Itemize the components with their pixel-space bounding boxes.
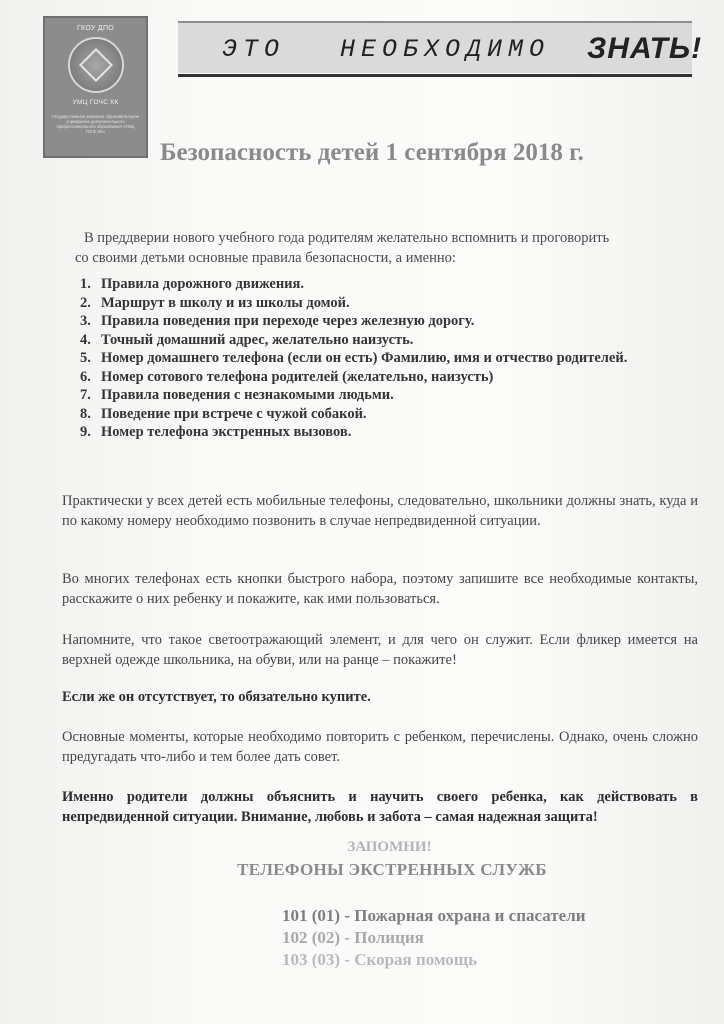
list-item (80, 331, 704, 349)
phone-item-ambulance: 103 (03) - Скорая помощь (282, 950, 478, 969)
list-text: Номер телефона экстренных вызовов. (101, 424, 352, 440)
intro-paragraph (75, 228, 704, 268)
emergency-services-title: ТЕЛЕФОНЫ ЭКСТРЕННЫХ СЛУЖБ (237, 860, 547, 879)
list-item (80, 275, 704, 293)
paragraph-mobile-phones: Практически у всех детей есть мобильные телефоны, следовательно, школьники должны знать, куда и по какому номеру необходимо позвонить в случае непредвиденной ситуации. (62, 493, 698, 529)
safety-rules-list (80, 275, 704, 442)
paragraph-parents: Именно родители должны объяснить и научить своего ребенка, как действовать в непредвиденной ситуации. Внимание, любовь и забота – самая надежная защита! (62, 789, 698, 825)
banner-word-1: ЭТО (222, 35, 286, 64)
emblem-icon (68, 37, 124, 93)
banner-underline (178, 74, 692, 77)
list-number: 9. (80, 424, 91, 440)
list-text: Номер сотового телефона родителей (желательно, наизусть) (101, 368, 494, 385)
list-number: 1. (80, 276, 91, 292)
logo-bottom-text: УМЦ ГОЧС КК (72, 99, 119, 106)
remember-heading: ЗАПОМНИ! (347, 839, 432, 855)
paragraph-buy: Если же он отсутствует, то обязательно купите. (62, 689, 371, 705)
banner-word-3: ЗНАТЬ! (587, 32, 703, 65)
intro-line-1: В преддверии нового учебного года родителям желательно вспомнить и проговорить (84, 230, 610, 246)
list-number: 6. (80, 368, 91, 385)
list-number: 8. (80, 405, 91, 422)
banner-word-2: НЕОБХОДИМО (340, 35, 551, 64)
list-number: 4. (80, 331, 91, 348)
list-number: 2. (80, 294, 91, 311)
list-item (80, 368, 704, 386)
logo-top-text: ГКОУ ДПО (76, 25, 115, 32)
list-number: 3. (80, 313, 91, 329)
list-item (80, 312, 704, 330)
phone-item-police: 102 (02) - Полиция (282, 928, 424, 947)
intro-line-2: со своими детьми основные правила безопасности, а именно: (75, 250, 456, 266)
page-title: Безопасность детей 1 сентября 2018 г. (160, 139, 584, 166)
list-text: Правила поведения при переходе через железную дорогу. (101, 313, 475, 329)
paragraph-speed-dial: Во многих телефонах есть кнопки быстрого набора, поэтому запишите все необходимые контакты, расскажите о них ребенку и покажите, как ими пользоваться. (62, 571, 698, 607)
list-text: Поведение при встрече с чужой собакой. (101, 405, 367, 422)
paragraph-key-points: Основные моменты, которые необходимо повторить с ребенком, перечислены. Однако, очень сложно предугадать что-либо и тем более дать совет. (62, 729, 698, 765)
list-text: Правила поведения с незнакомыми людьми. (101, 387, 394, 403)
list-number: 7. (80, 387, 91, 403)
list-text: Точный домашний адрес, желательно наизусть. (101, 331, 414, 348)
list-text: Маршрут в школу и из школы домой. (101, 294, 350, 311)
header-banner (178, 21, 703, 73)
list-item (80, 423, 704, 441)
list-item (80, 294, 704, 312)
list-item (80, 386, 704, 404)
logo-small-text: Государственное казенное образовательное учреждение дополнительного профессионального образования «УМЦ ГОЧС КК» (52, 114, 139, 134)
list-item (80, 405, 704, 423)
phone-item-fire: 101 (01) - Пожарная охрана и спасатели (282, 906, 586, 925)
list-text: Номер домашнего телефона (если он есть) Фамилию, имя и отчество родителей. (101, 350, 628, 366)
emergency-phones-list (282, 905, 586, 971)
list-text: Правила дорожного движения. (101, 276, 304, 292)
paragraph-reflector: Напомните, что такое светоотражающий элемент, и для чего он служит. Если фликер имеется на верхней одежде школьника, на обуви, или на ранце – покажите! (62, 632, 698, 668)
list-number: 5. (80, 350, 91, 366)
organization-logo (43, 16, 148, 158)
list-item (80, 349, 704, 367)
